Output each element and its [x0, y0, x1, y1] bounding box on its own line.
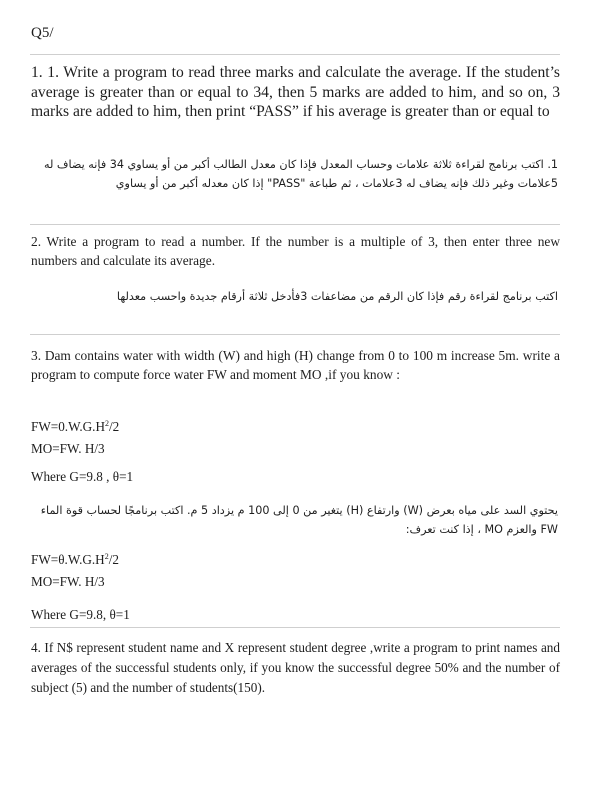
exponent: 2 [104, 552, 109, 561]
force-formula-base: FW=0.W.G.H [31, 419, 105, 434]
question-4-english: 4. If N$ represent student name and X represent student degree ,write a program to print names and averages of the successful students only, if you know the successful degree 50% and the number of subject (5) and the number of students(150). [31, 640, 560, 695]
question-3-arabic: يحتوي السد على مياه بعرض (W) وارتفاع (H) يتغير من 0 إلى 100 م يزداد 5 م. اكتب برنامجًا لحساب قوة الماء FW والعزم MO ، إذا كنت تعرف: [40, 504, 558, 536]
constants-line: Where G=9.8 , θ=1 [31, 469, 134, 484]
divider [30, 54, 560, 55]
moment-formula-repeat: MO=FW. H/3 [31, 574, 105, 589]
force-formula-divisor: /2 [108, 552, 119, 567]
force-formula-base: FW=θ.W.G.H [31, 552, 105, 567]
question-2-arabic: اكتب برنامج لقراءة رقم فإذا كان الرقم من مضاعفات 3فأدخل ثلاثة أرقام جديدة واحسب معدلها [116, 290, 558, 303]
moment-formula: MO=FW. H/3 [31, 441, 105, 456]
divider [30, 627, 560, 628]
question-3-english: 3. Dam contains water with width (W) and high (H) change from 0 to 100 m increase 5m. write a program to compute force water FW and moment MO ,if you know : [31, 348, 560, 382]
divider [30, 334, 560, 335]
question-heading: Q5/ [31, 25, 54, 41]
question-1-english: 1. 1. Write a program to read three marks and calculate the average. If the student’s average is greater than or equal to 34, then 5 marks are added to him, and so on, 3 marks are added to him, then print “PASS” if his average is greater than or equal to [31, 64, 560, 120]
force-formula [31, 419, 119, 435]
question-1-arabic: 1. اكتب برنامج لقراءة ثلاثة علامات وحساب المعدل فإذا كان معدل الطالب أكبر من أو يساوي 34 فإنه يضاف له 5علامات وغير ذلك فإنه يضاف له 3علامات ، ثم طباعة "PASS" إذا كان معدله أكبر من أو يساوي [43, 158, 558, 190]
divider [30, 224, 560, 225]
constants-line-repeat: Where G=9.8, θ=1 [31, 607, 130, 622]
question-2-english: 2. Write a program to read a number. If the number is a multiple of 3, then enter three new numbers and calculate its average. [31, 234, 560, 268]
force-formula-divisor: /2 [109, 419, 120, 434]
force-formula-repeat [31, 552, 119, 568]
exponent: 2 [105, 419, 109, 428]
